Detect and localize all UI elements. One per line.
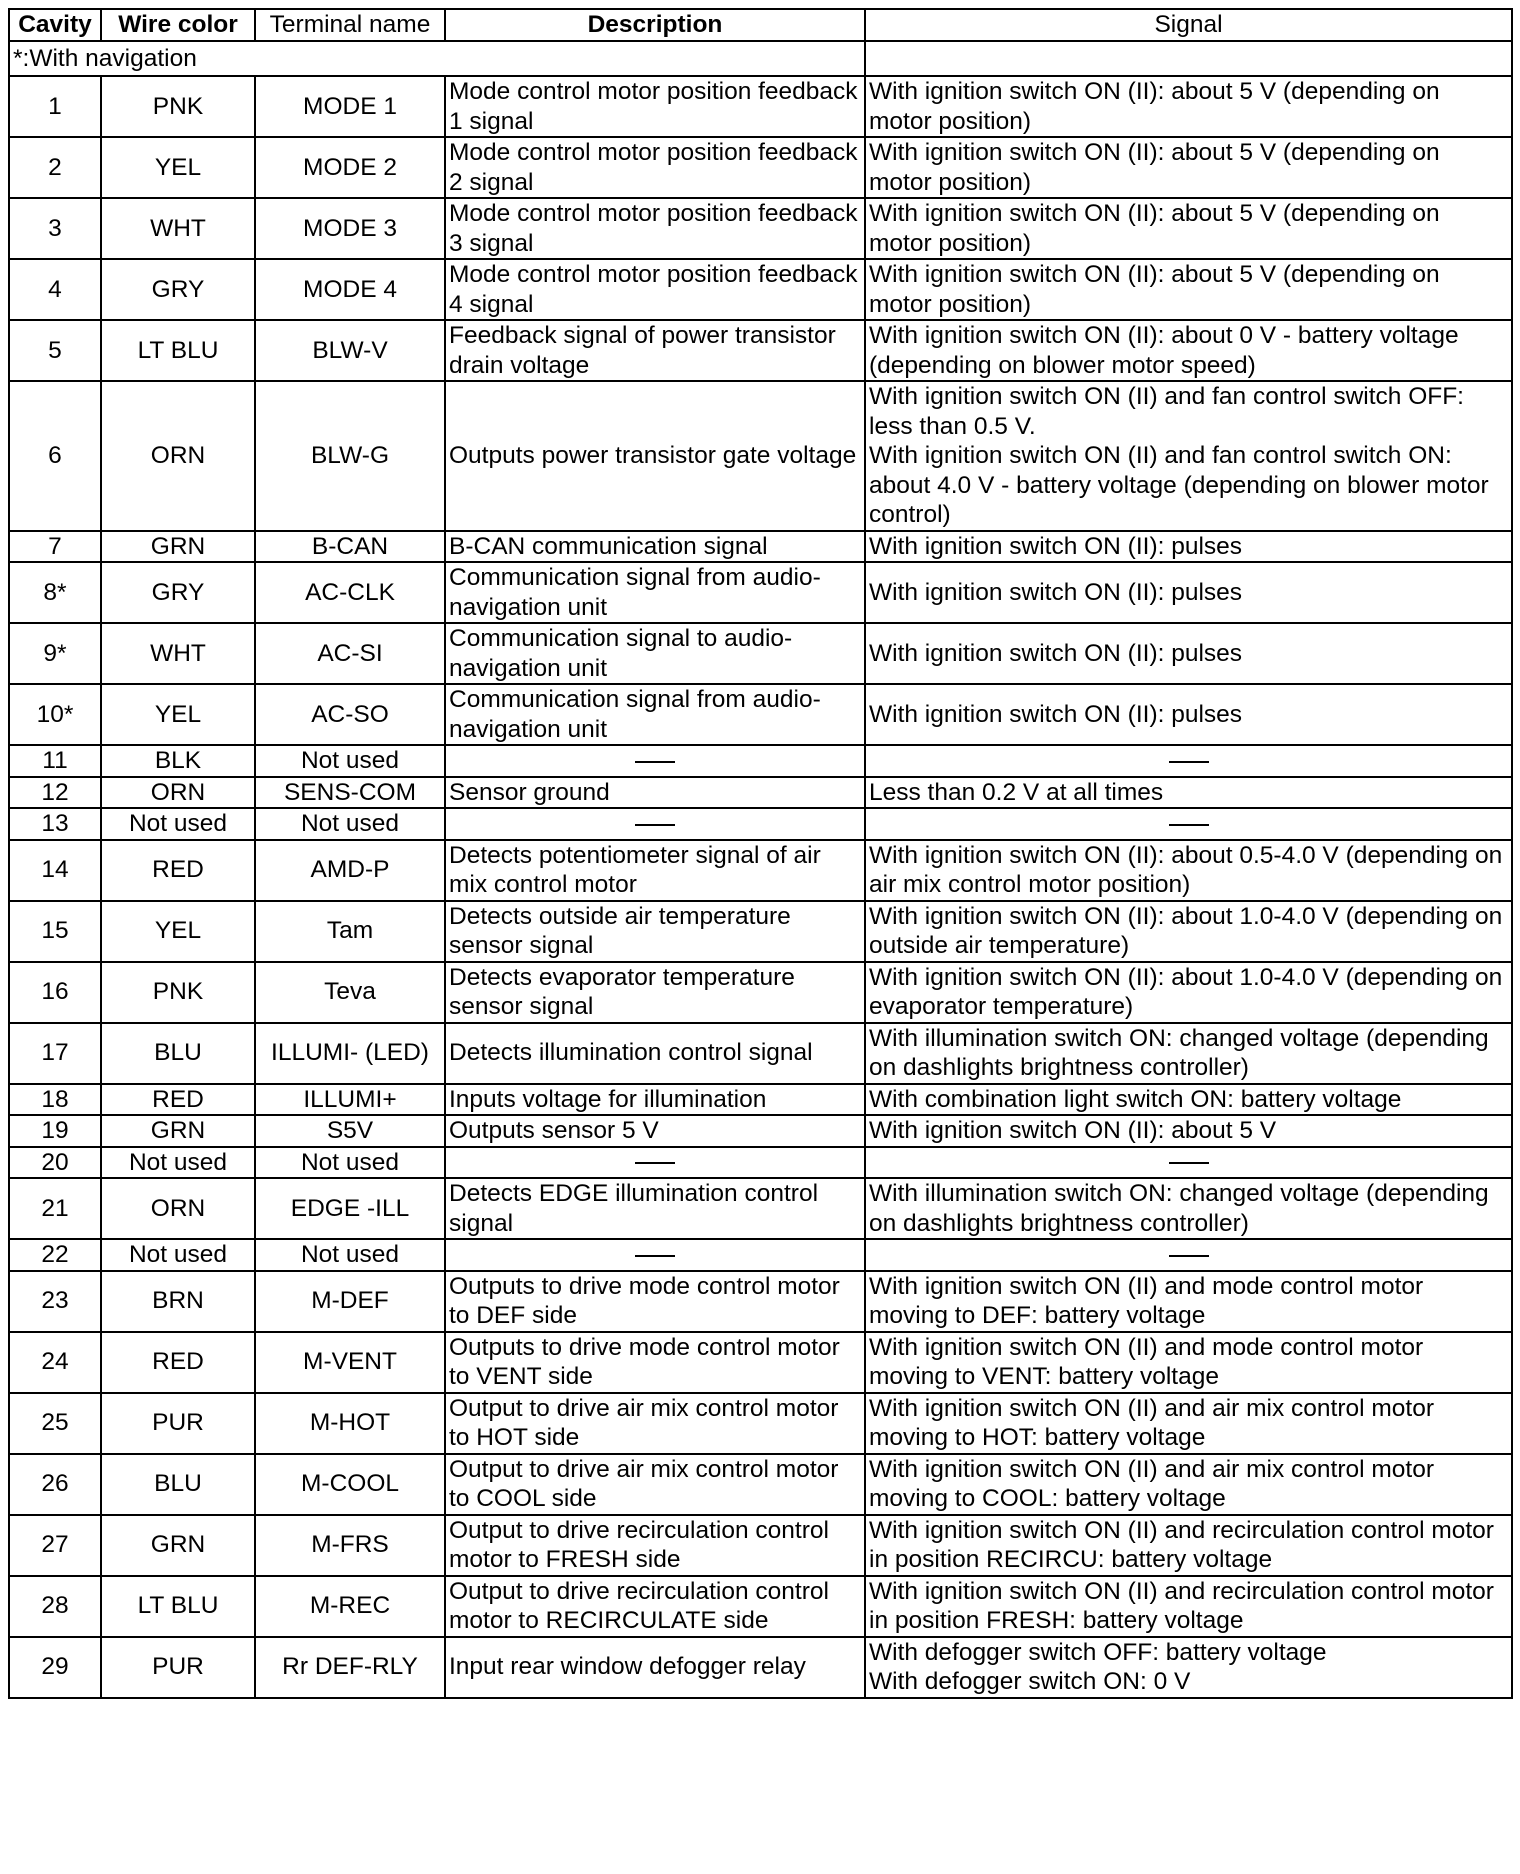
table-row [9, 808, 1512, 840]
cell-signal: With illumination switch ON: changed voltage (depending on dashlights brightness controller) [865, 1023, 1512, 1084]
cell-terminal-name: Not used [255, 745, 445, 777]
cell-terminal-name: Tam [255, 901, 445, 962]
table-row [9, 1271, 1512, 1332]
cell-signal: With ignition switch ON (II): about 5 V [865, 1115, 1512, 1147]
cell-signal: With ignition switch ON (II): about 5 V (depending on motor position) [865, 137, 1512, 198]
cell-wire-color: ORN [101, 777, 255, 809]
dash-mark [1169, 1162, 1209, 1164]
cell-cavity: 28 [9, 1576, 101, 1637]
cell-wire-color: PNK [101, 76, 255, 137]
table-row [9, 1178, 1512, 1239]
footnote-text: *:With navigation [9, 41, 865, 76]
cell-terminal-name: AC-SI [255, 623, 445, 684]
table-row [9, 745, 1512, 777]
table-row [9, 531, 1512, 563]
header-description: Description [445, 9, 865, 41]
cell-signal: With ignition switch ON (II): about 5 V (depending on motor position) [865, 259, 1512, 320]
cell-description: Detects outside air temperature sensor signal [445, 901, 865, 962]
cell-description: Output to drive air mix control motor to HOT side [445, 1393, 865, 1454]
cell-cavity: 12 [9, 777, 101, 809]
pinout-table-container [8, 8, 1513, 1699]
cell-wire-color: BLK [101, 745, 255, 777]
table-row [9, 901, 1512, 962]
table-row [9, 562, 1512, 623]
cell-signal: With ignition switch ON (II): about 5 V (depending on motor position) [865, 198, 1512, 259]
cell-cavity: 26 [9, 1454, 101, 1515]
cell-terminal-name: Not used [255, 808, 445, 840]
cell-description: Input rear window defogger relay [445, 1637, 865, 1698]
cell-cavity: 25 [9, 1393, 101, 1454]
cell-description: Detects illumination control signal [445, 1023, 865, 1084]
cell-cavity: 22 [9, 1239, 101, 1271]
cell-signal: With ignition switch ON (II) and fan control switch OFF: less than 0.5 V. With ignition switch ON (II) and fan control switch ON: about 4.0 V - battery voltage (depending on blower motor control) [865, 381, 1512, 531]
cell-cavity: 24 [9, 1332, 101, 1393]
cell-terminal-name: EDGE -ILL [255, 1178, 445, 1239]
cell-description: Outputs sensor 5 V [445, 1115, 865, 1147]
footnote-empty-cell [865, 41, 1512, 76]
cell-wire-color: PNK [101, 962, 255, 1023]
cell-cavity: 11 [9, 745, 101, 777]
cell-terminal-name: S5V [255, 1115, 445, 1147]
cell-terminal-name: M-VENT [255, 1332, 445, 1393]
dash-mark [635, 1162, 675, 1164]
table-row [9, 777, 1512, 809]
cell-wire-color: YEL [101, 137, 255, 198]
cell-terminal-name: SENS-COM [255, 777, 445, 809]
header-terminal-name: Terminal name [255, 9, 445, 41]
cell-wire-color: RED [101, 1332, 255, 1393]
table-row [9, 623, 1512, 684]
dash-mark [1169, 1255, 1209, 1257]
table-row [9, 137, 1512, 198]
header-row [9, 9, 1512, 41]
cell-signal: With ignition switch ON (II): pulses [865, 623, 1512, 684]
cell-cavity: 10* [9, 684, 101, 745]
cell-description: Communication signal from audio-navigation unit [445, 562, 865, 623]
cell-wire-color: RED [101, 840, 255, 901]
dash-mark [635, 824, 675, 826]
cell-wire-color: Not used [101, 1147, 255, 1179]
table-row [9, 840, 1512, 901]
cell-signal: With defogger switch OFF: battery voltage With defogger switch ON: 0 V [865, 1637, 1512, 1698]
cell-description: Output to drive air mix control motor to COOL side [445, 1454, 865, 1515]
cell-wire-color: GRN [101, 1115, 255, 1147]
cell-cavity: 13 [9, 808, 101, 840]
cell-signal: With ignition switch ON (II): about 1.0-4.0 V (depending on outside air temperature) [865, 901, 1512, 962]
table-row [9, 1332, 1512, 1393]
cell-cavity: 2 [9, 137, 101, 198]
cell-description: Communication signal from audio-navigation unit [445, 684, 865, 745]
cell-cavity: 1 [9, 76, 101, 137]
cell-wire-color: WHT [101, 623, 255, 684]
cell-signal: With ignition switch ON (II): pulses [865, 562, 1512, 623]
cell-terminal-name: M-FRS [255, 1515, 445, 1576]
cell-description [445, 1147, 865, 1179]
cell-terminal-name: MODE 4 [255, 259, 445, 320]
cell-signal: With ignition switch ON (II) and mode control motor moving to DEF: battery voltage [865, 1271, 1512, 1332]
cell-description: Detects evaporator temperature sensor signal [445, 962, 865, 1023]
cell-terminal-name: M-DEF [255, 1271, 445, 1332]
cell-signal: With ignition switch ON (II): about 5 V (depending on motor position) [865, 76, 1512, 137]
cell-signal: With ignition switch ON (II) and air mix control motor moving to COOL: battery voltage [865, 1454, 1512, 1515]
cell-wire-color: YEL [101, 684, 255, 745]
cell-wire-color: Not used [101, 808, 255, 840]
cell-wire-color: YEL [101, 901, 255, 962]
cell-description: Mode control motor position feedback 4 signal [445, 259, 865, 320]
cell-signal: With combination light switch ON: battery voltage [865, 1084, 1512, 1116]
cell-signal: With ignition switch ON (II): about 0.5-4.0 V (depending on air mix control motor position) [865, 840, 1512, 901]
cell-cavity: 15 [9, 901, 101, 962]
cell-terminal-name: Rr DEF-RLY [255, 1637, 445, 1698]
cell-terminal-name: ILLUMI+ [255, 1084, 445, 1116]
cell-wire-color: RED [101, 1084, 255, 1116]
table-row [9, 1393, 1512, 1454]
cell-wire-color: Not used [101, 1239, 255, 1271]
cell-signal [865, 1147, 1512, 1179]
cell-cavity: 27 [9, 1515, 101, 1576]
cell-wire-color: ORN [101, 1178, 255, 1239]
cell-signal [865, 745, 1512, 777]
cell-signal: With illumination switch ON: changed voltage (depending on dashlights brightness controller) [865, 1178, 1512, 1239]
dash-mark [635, 761, 675, 763]
table-row [9, 962, 1512, 1023]
cell-wire-color: BRN [101, 1271, 255, 1332]
dash-mark [1169, 761, 1209, 763]
table-row [9, 1637, 1512, 1698]
cell-wire-color: WHT [101, 198, 255, 259]
cell-terminal-name: MODE 1 [255, 76, 445, 137]
cell-cavity: 3 [9, 198, 101, 259]
cell-cavity: 14 [9, 840, 101, 901]
cell-cavity: 29 [9, 1637, 101, 1698]
cell-cavity: 18 [9, 1084, 101, 1116]
cell-terminal-name: AC-SO [255, 684, 445, 745]
cell-terminal-name: BLW-V [255, 320, 445, 381]
table-row [9, 1084, 1512, 1116]
cell-signal: With ignition switch ON (II) and air mix control motor moving to HOT: battery voltage [865, 1393, 1512, 1454]
cell-wire-color: LT BLU [101, 320, 255, 381]
table-row [9, 1239, 1512, 1271]
header-signal: Signal [865, 9, 1512, 41]
cell-signal: With ignition switch ON (II): pulses [865, 684, 1512, 745]
cell-wire-color: PUR [101, 1637, 255, 1698]
cell-signal: Less than 0.2 V at all times [865, 777, 1512, 809]
table-row [9, 76, 1512, 137]
cell-wire-color: GRY [101, 562, 255, 623]
cell-wire-color: GRN [101, 531, 255, 563]
cell-description: Outputs to drive mode control motor to VENT side [445, 1332, 865, 1393]
cell-terminal-name: Teva [255, 962, 445, 1023]
cell-cavity: 17 [9, 1023, 101, 1084]
cell-cavity: 23 [9, 1271, 101, 1332]
cell-terminal-name: ILLUMI- (LED) [255, 1023, 445, 1084]
cell-terminal-name: B-CAN [255, 531, 445, 563]
header-cavity: Cavity [9, 9, 101, 41]
cell-description: Sensor ground [445, 777, 865, 809]
cell-wire-color: BLU [101, 1023, 255, 1084]
cell-description: Mode control motor position feedback 1 signal [445, 76, 865, 137]
table-row [9, 1115, 1512, 1147]
cell-wire-color: LT BLU [101, 1576, 255, 1637]
footnote-row [9, 41, 1512, 76]
cell-terminal-name: Not used [255, 1147, 445, 1179]
cell-description [445, 808, 865, 840]
table-row [9, 381, 1512, 531]
cell-cavity: 7 [9, 531, 101, 563]
cell-wire-color: GRY [101, 259, 255, 320]
cell-cavity: 8* [9, 562, 101, 623]
cell-signal [865, 808, 1512, 840]
cell-description: Outputs power transistor gate voltage [445, 381, 865, 531]
table-row [9, 198, 1512, 259]
cell-cavity: 9* [9, 623, 101, 684]
cell-description [445, 745, 865, 777]
cell-wire-color: BLU [101, 1454, 255, 1515]
cell-wire-color: PUR [101, 1393, 255, 1454]
cell-description: Inputs voltage for illumination [445, 1084, 865, 1116]
cell-description: Outputs to drive mode control motor to DEF side [445, 1271, 865, 1332]
cell-cavity: 19 [9, 1115, 101, 1147]
cell-cavity: 6 [9, 381, 101, 531]
header-wire-color: Wire color [101, 9, 255, 41]
cell-description [445, 1239, 865, 1271]
cell-description: B-CAN communication signal [445, 531, 865, 563]
cell-signal: With ignition switch ON (II): about 1.0-4.0 V (depending on evaporator temperature) [865, 962, 1512, 1023]
cell-terminal-name: M-COOL [255, 1454, 445, 1515]
cell-cavity: 4 [9, 259, 101, 320]
cell-terminal-name: AC-CLK [255, 562, 445, 623]
cell-description: Detects potentiometer signal of air mix control motor [445, 840, 865, 901]
cell-terminal-name: MODE 3 [255, 198, 445, 259]
cell-signal: With ignition switch ON (II) and recirculation control motor in position FRESH: battery voltage [865, 1576, 1512, 1637]
table-row [9, 1515, 1512, 1576]
pinout-table [8, 8, 1513, 1699]
dash-mark [635, 1255, 675, 1257]
cell-description: Mode control motor position feedback 3 signal [445, 198, 865, 259]
table-row [9, 320, 1512, 381]
cell-description: Detects EDGE illumination control signal [445, 1178, 865, 1239]
table-row [9, 259, 1512, 320]
cell-cavity: 21 [9, 1178, 101, 1239]
cell-signal: With ignition switch ON (II) and recirculation control motor in position RECIRCU: battery voltage [865, 1515, 1512, 1576]
cell-terminal-name: AMD-P [255, 840, 445, 901]
cell-signal: With ignition switch ON (II) and mode control motor moving to VENT: battery voltage [865, 1332, 1512, 1393]
table-row [9, 1576, 1512, 1637]
table-row [9, 1454, 1512, 1515]
dash-mark [1169, 824, 1209, 826]
cell-description: Output to drive recirculation control motor to FRESH side [445, 1515, 865, 1576]
cell-description: Communication signal to audio-navigation unit [445, 623, 865, 684]
cell-cavity: 5 [9, 320, 101, 381]
cell-description: Output to drive recirculation control motor to RECIRCULATE side [445, 1576, 865, 1637]
cell-terminal-name: M-HOT [255, 1393, 445, 1454]
cell-wire-color: ORN [101, 381, 255, 531]
cell-description: Mode control motor position feedback 2 signal [445, 137, 865, 198]
cell-terminal-name: BLW-G [255, 381, 445, 531]
cell-terminal-name: MODE 2 [255, 137, 445, 198]
cell-cavity: 16 [9, 962, 101, 1023]
table-row [9, 1023, 1512, 1084]
cell-signal: With ignition switch ON (II): pulses [865, 531, 1512, 563]
cell-cavity: 20 [9, 1147, 101, 1179]
cell-signal: With ignition switch ON (II): about 0 V - battery voltage (depending on blower motor speed) [865, 320, 1512, 381]
cell-terminal-name: M-REC [255, 1576, 445, 1637]
cell-terminal-name: Not used [255, 1239, 445, 1271]
cell-signal [865, 1239, 1512, 1271]
cell-description: Feedback signal of power transistor drain voltage [445, 320, 865, 381]
cell-wire-color: GRN [101, 1515, 255, 1576]
table-row [9, 684, 1512, 745]
table-row [9, 1147, 1512, 1179]
